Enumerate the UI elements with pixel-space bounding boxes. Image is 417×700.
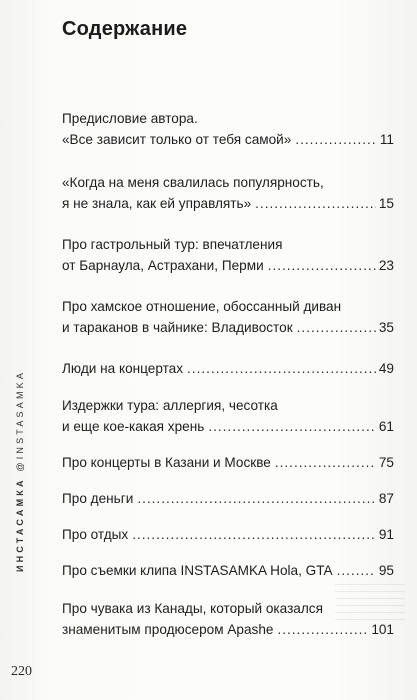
dot-leader (337, 560, 376, 581)
toc-entry (62, 488, 394, 509)
dot-leader (275, 452, 376, 473)
toc-entry (62, 108, 394, 150)
toc-entry-title: «Все зависит только от тебя самой» (62, 132, 292, 147)
toc-page-number: 61 (378, 419, 394, 434)
toc-entry-title: и еще кое-какая хрень (62, 419, 205, 434)
toc-entry-title: Про деньги (62, 491, 134, 506)
toc-entry-title: Люди на концертах (62, 361, 184, 376)
toc-entry (62, 358, 394, 379)
toc-entry (62, 395, 394, 437)
toc-entry-title: Про съемки клипа INSTASAMKA Hola, GTA (62, 563, 333, 578)
toc-page-number: 11 (379, 132, 394, 147)
dot-leader (137, 488, 376, 509)
page-number: 220 (11, 664, 32, 679)
spine-name: ИНСТАСАМКА (15, 477, 26, 573)
toc-entry (62, 452, 394, 473)
toc-page-number: 49 (378, 361, 394, 376)
toc-entry (62, 172, 394, 214)
toc-entry (62, 296, 394, 338)
dot-leader (277, 619, 368, 640)
toc-entry (62, 560, 394, 581)
dot-leader (187, 358, 376, 379)
toc-entry-line: Про хамское отношение, обоссанный диван (62, 299, 342, 314)
toc-page-number: 75 (378, 455, 394, 470)
toc-entry (62, 234, 394, 276)
toc-entry-title: Про концерты в Казани и Москве (62, 455, 271, 470)
dot-leader (132, 524, 376, 545)
toc-page-number: 35 (378, 320, 394, 335)
toc-entry-title: знаменитым продюсером Apashe (62, 622, 274, 637)
dot-leader (295, 129, 377, 150)
toc-entry-title: Про отдых (62, 527, 129, 542)
bleed-through-text (335, 580, 405, 620)
dot-leader (268, 255, 376, 276)
toc-entry-title: я не знала, как ей управлять» (62, 196, 252, 211)
toc-entry-line: Предисловие автора. (62, 111, 198, 126)
page-title: Содержание (62, 18, 188, 40)
toc-entry-title: от Барнаула, Астрахани, Перми (62, 258, 264, 273)
dot-leader (208, 416, 376, 437)
toc-entry-line: «Когда на меня свалилась популярность, (62, 175, 324, 190)
toc-entry-line: Издержки тура: аллергия, чесотка (62, 398, 278, 413)
dot-leader (297, 317, 376, 338)
spine-handle: @INSTASAMKA (15, 369, 26, 472)
toc-page-number: 15 (378, 196, 394, 211)
toc-entry-title: и тараканов в чайнике: Владивосток (62, 320, 293, 335)
spine-label (12, 306, 28, 636)
toc-entry (62, 524, 394, 545)
dot-leader (255, 193, 376, 214)
table-of-contents (62, 92, 394, 640)
toc-page-number: 23 (378, 258, 394, 273)
toc-page-number: 91 (378, 527, 394, 542)
toc-page-number: 95 (378, 563, 394, 578)
toc-page-number: 87 (378, 491, 394, 506)
toc-entry-line: Про гастрольный тур: впечатления (62, 237, 283, 252)
toc-page-number: 101 (371, 622, 394, 637)
toc-entry-line: Про чувака из Канады, который оказался (62, 601, 323, 616)
